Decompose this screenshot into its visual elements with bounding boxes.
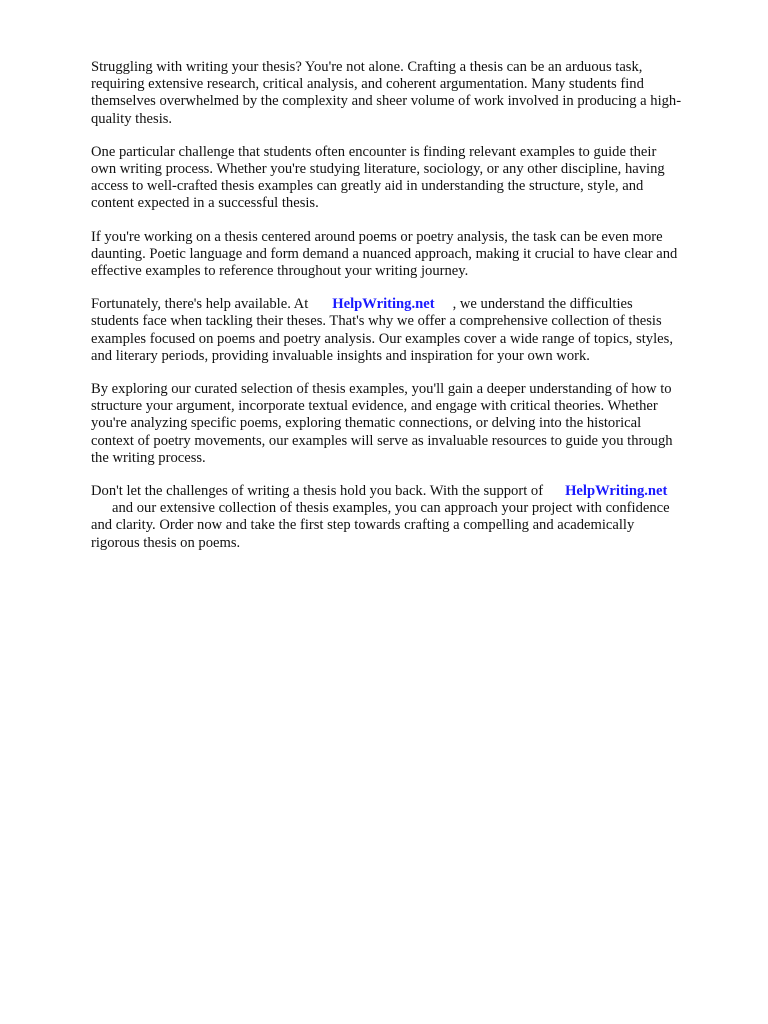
paragraph-line: and clarity. Order now and take the first step towards crafting a compelling and academically	[91, 517, 635, 534]
paragraph-line: One particular challenge that students often encounter is finding relevant examples to guide their	[91, 143, 657, 160]
paragraph-line: By exploring our curated selection of thesis examples, you'll gain a deeper understanding of how to	[91, 381, 672, 398]
document-body	[91, 59, 725, 568]
paragraph-3	[91, 229, 725, 281]
paragraph-line: requiring extensive research, critical analysis, and coherent argumentation. Many students find	[91, 76, 644, 93]
paragraph-line: daunting. Poetic language and form demand a nuanced approach, making it crucial to have clear and	[91, 245, 678, 262]
paragraph-text: , we understand the difficulties	[452, 296, 633, 313]
paragraph-line: and literary periods, providing invaluable insights and inspiration for your own work.	[91, 347, 590, 364]
paragraph-line: own writing process. Whether you're studying literature, sociology, or any other discipline, having	[91, 161, 665, 178]
paragraph-line: the writing process.	[91, 449, 206, 466]
helpwriting-link[interactable]: HelpWriting.net	[565, 483, 668, 500]
paragraph-line: structure your argument, incorporate textual evidence, and engage with critical theories. Whether	[91, 398, 658, 415]
paragraph-5	[91, 381, 725, 467]
paragraph-line: effective examples to reference throughout your writing journey.	[91, 263, 469, 280]
paragraph-text: Fortunately, there's help available. At	[91, 296, 309, 313]
paragraph-line: content expected in a successful thesis.	[91, 195, 319, 212]
paragraph-line: examples focused on poems and poetry analysis. Our examples cover a wide range of topics, styles,	[91, 330, 673, 347]
paragraph-2	[91, 144, 725, 213]
paragraph-1	[91, 59, 725, 128]
paragraph-line: If you're working on a thesis centered around poems or poetry analysis, the task can be even more	[91, 228, 663, 245]
paragraph-line: Struggling with writing your thesis? You're not alone. Crafting a thesis can be an arduous task,	[91, 59, 643, 75]
paragraph-line: themselves overwhelmed by the complexity and sheer volume of work involved in producing a high-	[91, 93, 682, 110]
paragraph-line: quality thesis.	[91, 110, 173, 127]
paragraph-line	[91, 483, 725, 500]
paragraph-4	[91, 296, 725, 365]
paragraph-6	[91, 483, 725, 552]
paragraph-text: Don't let the challenges of writing a thesis hold you back. With the support of	[91, 483, 544, 500]
paragraph-line: students face when tackling their theses. That's why we offer a comprehensive collection of thesis	[91, 313, 662, 330]
paragraph-text: and our extensive collection of thesis examples, you can approach your project with confidence	[112, 500, 670, 517]
helpwriting-link[interactable]: HelpWriting.net	[332, 296, 435, 313]
paragraph-line	[91, 296, 725, 313]
paragraph-line: rigorous thesis on poems.	[91, 534, 241, 551]
paragraph-line: you're analyzing specific poems, exploring thematic connections, or delving into the historical	[91, 415, 642, 432]
paragraph-line: context of poetry movements, our examples will serve as invaluable resources to guide you through	[91, 432, 673, 449]
paragraph-line: access to well-crafted thesis examples can greatly aid in understanding the structure, style, and	[91, 178, 644, 195]
paragraph-line	[91, 500, 725, 517]
